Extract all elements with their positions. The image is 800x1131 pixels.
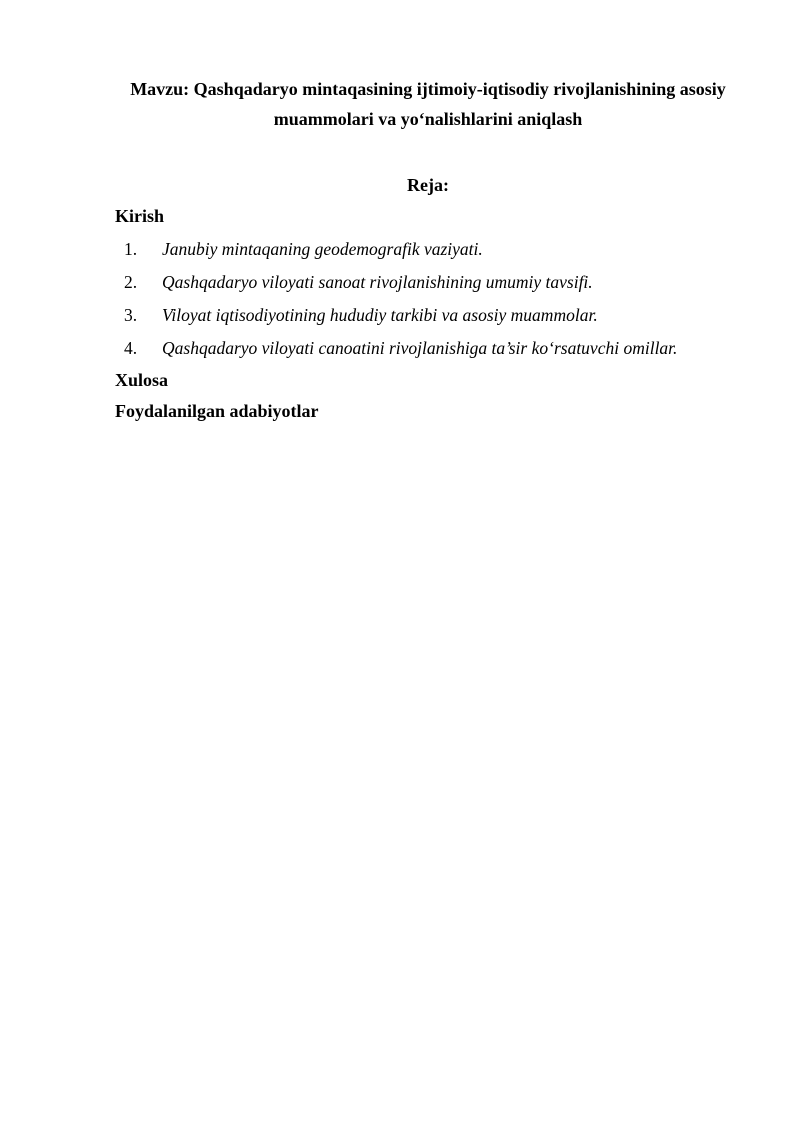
plan-item	[0, 302, 800, 335]
intro-heading: Kirish	[115, 206, 165, 226]
plan-item-text: Janubiy mintaqaning geodemografik vaziyati.	[162, 239, 483, 259]
references-heading: Foydalanilgan adabiyotlar	[115, 401, 319, 421]
plan-item-text: Viloyat iqtisodiyotining hududiy tarkibi va asosiy muammolar.	[162, 305, 598, 325]
plan-item-text: Qashqadaryo viloyati sanoat rivojlanishining umumiy tavsifi.	[162, 272, 593, 292]
conclusion-heading: Xulosa	[115, 370, 169, 390]
plan-item	[0, 335, 800, 368]
document-title: Mavzu: Qashqadaryo mintaqasining ijtimoiy-iqtisodiy rivojlanishining asosiy muammolari va yo‘nalishlarini aniqlash	[130, 79, 726, 129]
plan-item-number: 4.	[124, 338, 138, 358]
plan-item-number: 2.	[124, 272, 138, 292]
plan-heading: Reja:	[407, 175, 449, 195]
plan-item-number: 3.	[124, 305, 138, 325]
plan-item-text: Qashqadaryo viloyati canoatini rivojlanishiga ta’sir ko‘rsatuvchi omillar.	[162, 338, 678, 358]
plan-item-number: 1.	[124, 239, 138, 259]
plan-item	[0, 269, 800, 302]
plan-item	[0, 236, 800, 269]
plan-list	[0, 236, 800, 368]
